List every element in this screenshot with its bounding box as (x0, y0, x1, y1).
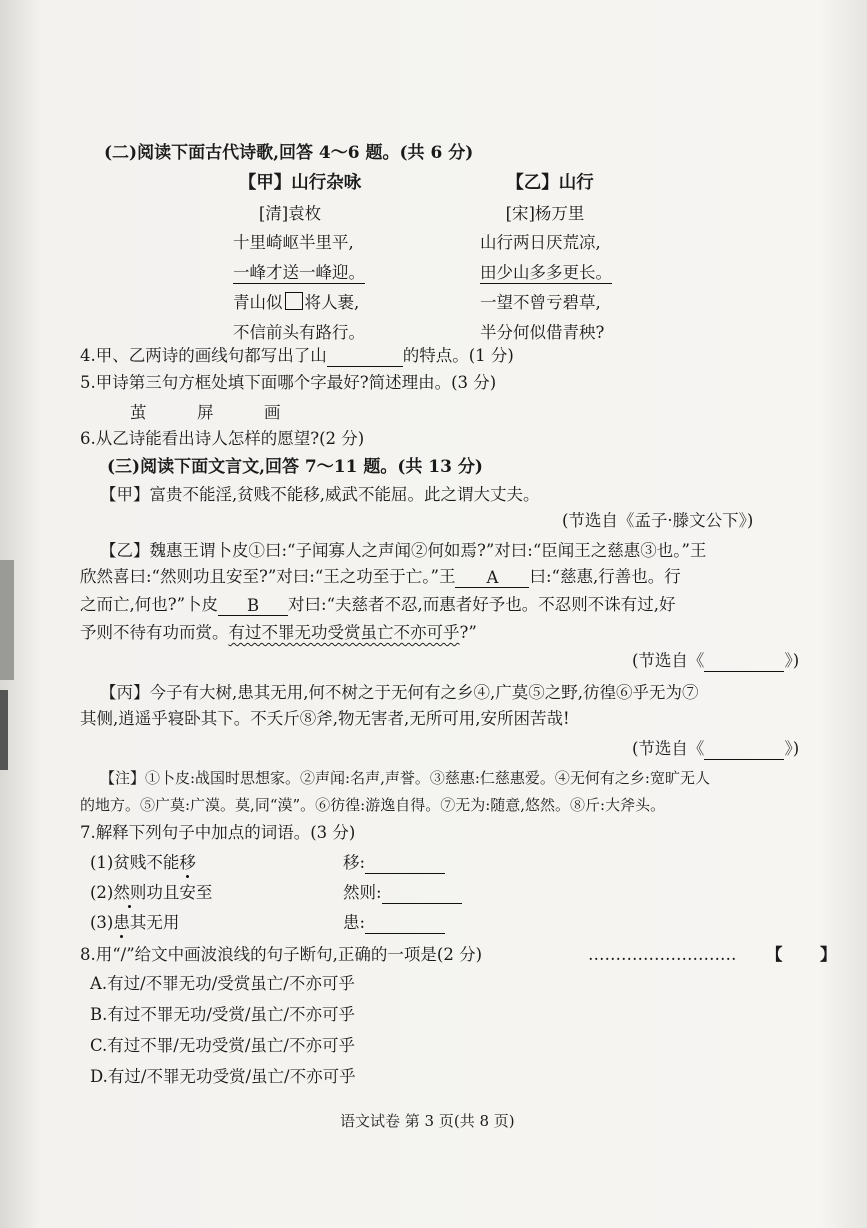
q7-item3-post: 其无用 (129, 913, 180, 932)
q8-option-a[interactable]: A.有过/不罪无功/受赏虽亡/不亦可乎 (90, 974, 355, 993)
q8-bracket-close: 】 (820, 945, 837, 964)
bing-source-post: 》) (784, 739, 800, 758)
poem-b-line2: 田少山多多更长。 (480, 263, 612, 282)
q7-answer-1 (343, 852, 445, 874)
notes-line1: 【注】①卜皮:战国时思想家。②声闻:名声,声誉。③慈惠:仁慈惠爱。④无何有之乡:宽旷无人 (100, 769, 710, 787)
q7-item1-pre: (1)贫贱不能 (90, 853, 180, 872)
yi-line3-post: 对曰:“夫慈者不忍,而惠者好予也。不忍则不诛有过,好 (288, 595, 676, 614)
passage-bing-source (632, 738, 799, 760)
q7-item2-post: 功且安至 (146, 883, 213, 902)
question-7: 7.解释下列句子中加点的词语。(3 分) (80, 823, 356, 842)
q5-option-2: 屏 (197, 403, 214, 422)
poem-a-title: 【甲】山行杂咏 (238, 173, 362, 193)
poem-b-line3: 一望不曾亏碧草, (480, 293, 601, 312)
bing-source-pre: (节选自《 (632, 739, 705, 758)
q8-leader-dots: ……………………… (588, 945, 737, 964)
q4-text-end: 的特点。(1 分) (402, 346, 514, 365)
passage-yi-source (632, 650, 799, 672)
yi-source-blank[interactable] (704, 653, 784, 672)
notes-line2: 的地方。⑤广莫:广漠。莫,同“漠”。⑥彷徨:游逸自得。⑦无为:随意,悠然。⑧斤:大斧头。 (80, 796, 666, 814)
q7-answer-2 (343, 882, 462, 904)
blank-a[interactable]: A (455, 569, 529, 588)
q7-answer1-label: 移: (343, 853, 366, 872)
scan-shadow (0, 560, 14, 680)
yi-line2-post: 曰:“慈惠,行善也。行 (529, 567, 681, 586)
section2-header: (二)阅读下面古代诗歌,回答 4～6 题。(共 6 分) (104, 143, 474, 163)
scan-shadow (0, 690, 8, 770)
yi-line4-post: ?” (459, 623, 477, 642)
blank-b[interactable]: B (218, 597, 288, 616)
q7-answer3-blank[interactable] (365, 915, 445, 934)
q7-item-2 (90, 882, 212, 904)
yi-line3-pre: 之而亡,何也?”卜皮 (80, 595, 219, 614)
passage-yi-line3 (80, 594, 676, 616)
q8-option-b[interactable]: B.有过不罪无功/受赏/虽亡/不亦可乎 (90, 1005, 356, 1024)
yi-source-pre: (节选自《 (632, 651, 705, 670)
passage-jia: 【甲】富贵不能淫,贫贱不能移,威武不能屈。此之谓大丈夫。 (100, 485, 540, 504)
poem-a-line2: 一峰才送一峰迎。 (233, 263, 365, 282)
poem-a-line1: 十里崎岖半里平, (233, 233, 354, 252)
q4-answer-blank[interactable] (327, 348, 403, 367)
q8-text: 8.用“/”给文中画波浪线的句子断句,正确的一项是(2 分) (80, 945, 483, 964)
poem-a-line3 (233, 292, 359, 314)
q7-item1-dotted-word: 移 (179, 853, 196, 872)
q7-item2-pre: (2) (90, 883, 114, 902)
q7-item-3 (90, 912, 179, 934)
passage-yi-line2 (80, 566, 681, 588)
question-8 (80, 944, 482, 966)
section3-header: (三)阅读下面文言文,回答 7～11 题。(共 13 分) (107, 457, 483, 477)
q7-answer1-blank[interactable] (365, 855, 445, 874)
q7-item2-dotted-word: 然则 (113, 883, 147, 902)
q7-item-1 (90, 852, 196, 874)
poem-a-line4: 不信前头有路行。 (233, 323, 365, 342)
poem-a-author: [清]袁枚 (258, 204, 322, 223)
passage-bing-line1: 【丙】今子有大树,患其无用,何不树之于无何有之乡④,广莫⑤之野,彷徨⑥乎无为⑦ (100, 683, 699, 702)
q5-option-1: 茧 (130, 403, 147, 422)
q5-options (130, 402, 281, 424)
q8-bracket-open: 【 (766, 945, 783, 964)
passage-bing-line2: 其侧,逍遥乎寝卧其下。不夭斤⑧斧,物无害者,无所可用,安所困苦哉! (80, 709, 570, 728)
question-5: 5.甲诗第三句方框处填下面哪个字最好?简述理由。(3 分) (80, 373, 497, 392)
question-4 (80, 345, 514, 367)
poem-b-line1: 山行两日厌荒凉, (480, 233, 601, 252)
yi-line2-pre: 欣然喜曰:“然则功且安至?”对曰:“王之功至于亡。”王 (80, 567, 456, 586)
passage-jia-source: (节选自《孟子·滕文公下》) (562, 511, 754, 530)
yi-line4-pre: 予则不待有功而赏。 (80, 623, 229, 642)
poem-a-line3-pre: 青山似 (233, 293, 283, 312)
page-footer: 语文试卷 第 3 页(共 8 页) (340, 1112, 515, 1130)
q7-item3-dotted-word: 患 (113, 913, 130, 932)
q8-option-c[interactable]: C.有过不罪/无功受赏/虽亡/不亦可乎 (90, 1036, 355, 1055)
q7-answer3-label: 患: (343, 913, 366, 932)
passage-yi-line4 (80, 622, 477, 644)
q7-answer-3 (343, 912, 445, 934)
q5-option-3: 画 (264, 403, 281, 422)
yi-source-post: 》) (784, 651, 800, 670)
poem-b-title: 【乙】山行 (506, 173, 594, 193)
q7-answer2-blank[interactable] (382, 885, 462, 904)
passage-yi-line1: 【乙】魏惠王谓卜皮①曰:“子闻寡人之声闻②何如焉?”对曰:“臣闻王之慈惠③也。”王 (100, 541, 707, 560)
poem-a-line3-post: 将人裹, (304, 293, 360, 312)
q7-answer2-label: 然则: (343, 883, 382, 902)
q4-text: 4.甲、乙两诗的画线句都写出了山 (80, 346, 327, 365)
bing-source-blank[interactable] (704, 741, 784, 760)
poem-b-line4: 半分何似借青秧? (480, 323, 605, 342)
answer-box (285, 292, 303, 310)
q7-item3-pre: (3) (90, 913, 114, 932)
question-6: 6.从乙诗能看出诗人怎样的愿望?(2 分) (80, 429, 365, 448)
poem-b-author: [宋]杨万里 (505, 204, 585, 223)
q8-option-d[interactable]: D.有过/不罪无功受赏/虽亡/不亦可乎 (90, 1067, 356, 1086)
wavy-sentence: 有过不罪无功受赏虽亡不亦可乎 (228, 623, 460, 642)
